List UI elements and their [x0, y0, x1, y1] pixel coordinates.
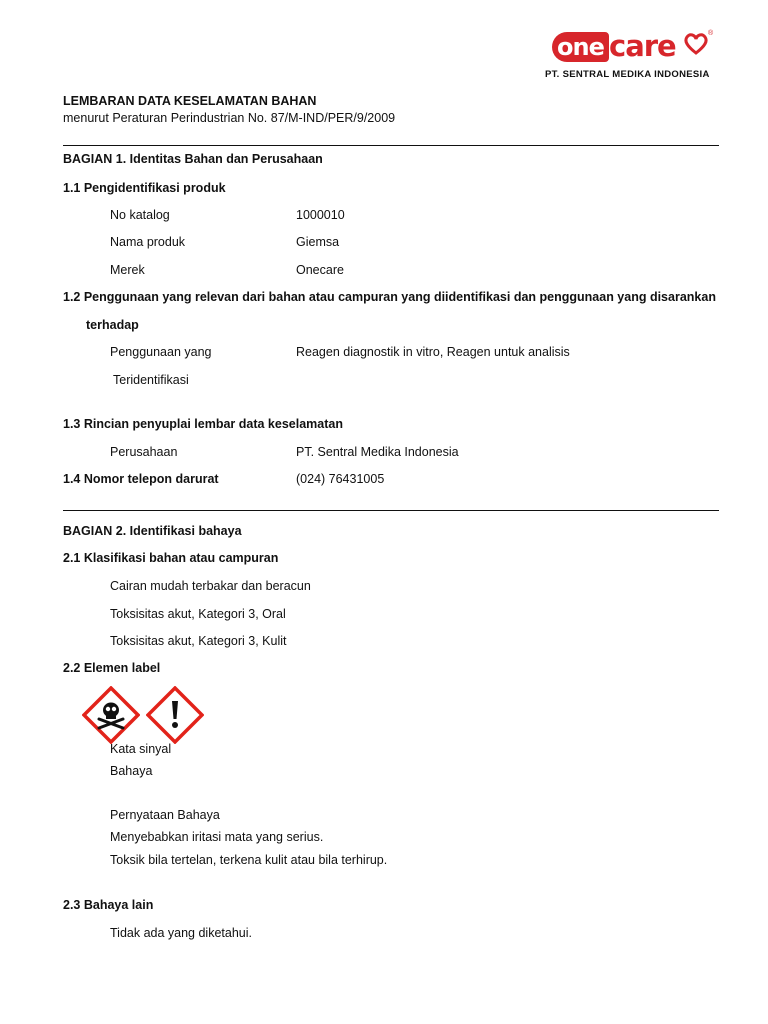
- registered-mark: ®: [708, 30, 714, 37]
- skull-crossbones-icon: [82, 686, 140, 744]
- section1-2-heading: 1.2 Penggunaan yang relevan dari bahan atau campuran yang diidentifikasi dan penggunaan yang disarankan: [63, 290, 716, 304]
- section1-4-heading: 1.4 Nomor telepon darurat: [63, 472, 219, 486]
- other-hazard-value: Tidak ada yang diketahui.: [110, 926, 252, 940]
- section-divider: [63, 145, 719, 146]
- brand-value: Onecare: [296, 263, 344, 277]
- field-label: Perusahaan: [110, 445, 178, 459]
- field-label: No katalog: [110, 208, 170, 222]
- logo-one-text: one: [552, 32, 609, 62]
- section2-3-heading: 2.3 Bahaya lain: [63, 898, 154, 912]
- company-value: PT. Sentral Medika Indonesia: [296, 445, 459, 459]
- classification-item: Cairan mudah terbakar dan beracun: [110, 579, 311, 593]
- section1-1-heading: 1.1 Pengidentifikasi produk: [63, 181, 226, 195]
- section2-1-heading: 2.1 Klasifikasi bahan atau campuran: [63, 551, 279, 565]
- hazard-statement: Menyebabkan iritasi mata yang serius.: [110, 830, 324, 844]
- emergency-phone-value: (024) 76431005: [296, 472, 385, 486]
- logo-care-text: care: [609, 29, 676, 63]
- signal-word-value: Bahaya: [110, 764, 153, 778]
- onecare-logo: [552, 30, 720, 66]
- section-divider: [63, 510, 719, 511]
- hazard-statement-label: Pernyataan Bahaya: [110, 808, 220, 822]
- hazard-statement: Toksik bila tertelan, terkena kulit atau bila terhirup.: [110, 853, 388, 867]
- document-subtitle: menurut Peraturan Perindustrian No. 87/M-IND/PER/9/2009: [63, 111, 396, 125]
- section2-2-heading: 2.2 Elemen label: [63, 661, 161, 675]
- field-label: Teridentifikasi: [113, 373, 189, 387]
- field-label: Merek: [110, 263, 145, 277]
- heart-icon: [683, 32, 709, 56]
- section1-title: [63, 152, 323, 166]
- classification-item: Toksisitas akut, Kategori 3, Oral: [110, 607, 286, 621]
- identified-use-value: Reagen diagnostik in vitro, Reagen untuk analisis: [296, 345, 570, 359]
- field-label: Nama produk: [110, 235, 186, 249]
- exclamation-mark-icon: [146, 686, 204, 744]
- field-label: Penggunaan yang: [110, 345, 212, 359]
- section1-2-heading-cont: terhadap: [86, 318, 139, 332]
- section1-3-heading: 1.3 Rincian penyuplai lembar data keselamatan: [63, 417, 343, 431]
- classification-item: Toksisitas akut, Kategori 3, Kulit: [110, 634, 287, 648]
- signal-word-label: Kata sinyal: [110, 742, 172, 756]
- section1-title-text: BAGIAN 1. Identitas Bahan dan Perusahaan: [63, 152, 323, 166]
- catalog-number-value: 1000010: [296, 208, 345, 222]
- company-name-header: PT. SENTRAL MEDIKA INDONESIA: [545, 69, 710, 80]
- product-name-value: Giemsa: [296, 235, 340, 249]
- section2-title: BAGIAN 2. Identifikasi bahaya: [63, 524, 242, 538]
- document-title: LEMBARAN DATA KESELAMATAN BAHAN: [63, 94, 317, 108]
